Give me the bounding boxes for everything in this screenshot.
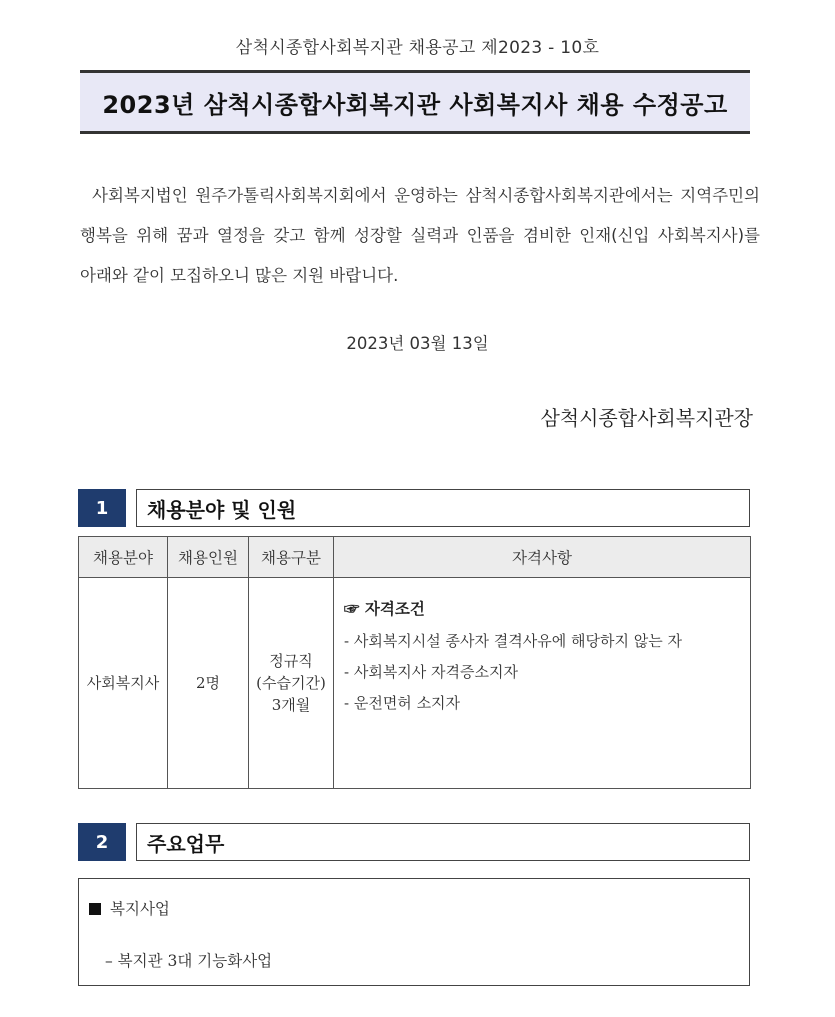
column-header: 채용인원 (168, 537, 249, 578)
qualification-title: ☞ 자격조건 (344, 599, 425, 618)
column-header: 채용분야 (79, 537, 168, 578)
type-line: 3개월 (271, 696, 311, 714)
cell-field: 사회복지사 (79, 578, 168, 789)
section-1-number: 1 (78, 489, 126, 527)
section-1-title: 채용분야 및 인원 (136, 489, 750, 527)
intro-paragraph: 사회복지법인 원주가톨릭사회복지회에서 운영하는 삼척시종합사회복지관에서는 지역주민의 행복을 위해 꿈과 열정을 갖고 함께 성장할 실력과 인품을 겸비한 인재(신입 사회복지사)를 아래와 같이 모집하오니 많은 지원 바랍니다. (80, 186, 760, 285)
square-bullet-icon (89, 903, 101, 915)
type-line: 정규직 (269, 652, 313, 670)
qualification-item: - 사회복지시설 종사자 결격사유에 해당하지 않는 자 (344, 632, 682, 650)
section-1-header (78, 489, 750, 527)
duty-item: – 복지관 3대 기능화사업 (105, 952, 273, 970)
cell-type (249, 578, 334, 789)
recruitment-table (78, 536, 751, 789)
cell-qualifications (334, 578, 751, 789)
duty-category (89, 897, 170, 919)
duty-category-label: 복지사업 (110, 900, 170, 918)
table-header-row (79, 537, 751, 578)
column-header: 자격사항 (334, 537, 751, 578)
page-title: 2023년 삼척시종합사회복지관 사회복지사 채용 수정공고 (102, 90, 728, 119)
qualification-item: - 사회복지사 자격증소지자 (344, 663, 518, 681)
column-header: 채용구분 (249, 537, 334, 578)
type-line: (수습기간) (256, 674, 326, 692)
title-banner (80, 70, 750, 134)
notice-date: 2023년 03월 13일 (346, 334, 489, 353)
section-2-header (78, 823, 750, 861)
cell-count: 2명 (168, 578, 249, 789)
section-2-number: 2 (78, 823, 126, 861)
qualification-item: - 운전면허 소지자 (344, 694, 461, 712)
table-row (79, 578, 751, 789)
duties-box (78, 878, 750, 986)
section-2-title: 주요업무 (136, 823, 750, 861)
notice-number: 삼척시종합사회복지관 채용공고 제2023 - 10호 (235, 38, 600, 58)
signer: 삼척시종합사회복지관장 (540, 406, 753, 430)
